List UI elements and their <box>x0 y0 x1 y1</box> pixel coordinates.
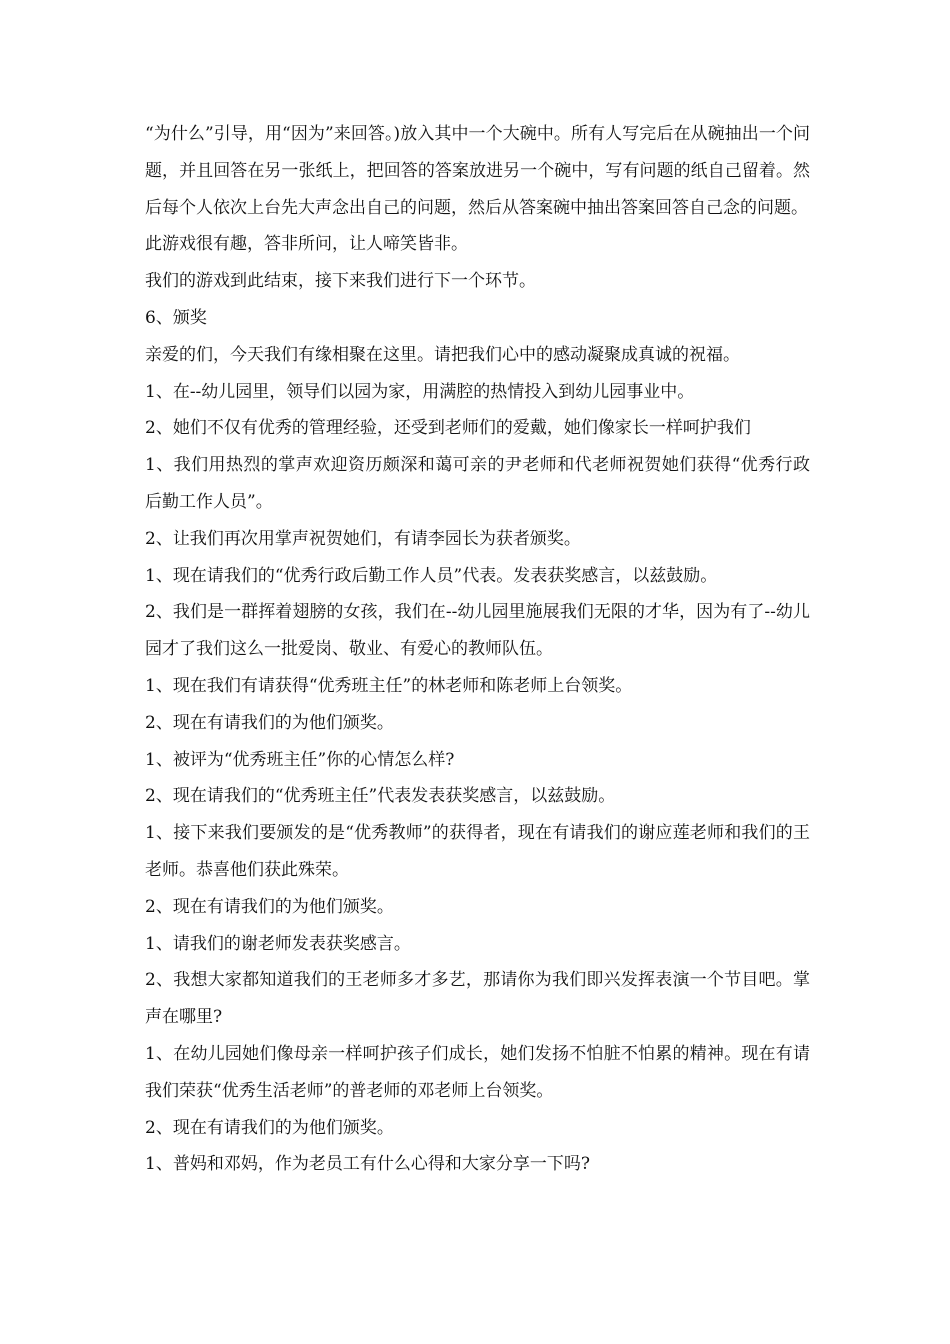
paragraph-14: 1、被评为“优秀班主任”你的心情怎么样? <box>145 749 455 770</box>
paragraph-22: 1、普妈和邓妈，作为老员工有什么心得和大家分享一下吗? <box>145 1154 590 1175</box>
section-heading-awards: 6、颁奖 <box>145 307 207 328</box>
paragraph-3: 我们的游戏到此结束，接下来我们进行下一个环节。 <box>145 271 536 292</box>
paragraph-12: 1、现在我们有请获得“优秀班主任”的林老师和陈老师上台领奖。 <box>145 675 633 696</box>
paragraph-15: 2、现在请我们的“优秀班主任”代表发表获奖感言，以兹鼓励。 <box>145 786 616 807</box>
paragraph-18: 1、请我们的谢老师发表获奖感言。 <box>145 933 411 954</box>
paragraph-13: 2、现在有请我们的为他们颁奖。 <box>145 712 394 733</box>
paragraph-7: 2、她们不仅有优秀的管理经验，还受到老师们的爱戴，她们像家长一样呵护我们 <box>145 418 751 439</box>
paragraph-2: 此游戏很有趣，答非所问，让人啼笑皆非。 <box>145 234 468 255</box>
paragraph-1: “为什么”引导，用“因为”来回答。)放入其中一个大碗中。所有人写完后在从碗抽出一个问题，并且回答在另一张纸上，把回答的答案放进另一个碗中，写有问题的纸自己留着。然后每个人依次上台先大声念出自己的问题，然后从答案碗中抽出答案回答自己念的问题。 <box>145 124 810 218</box>
paragraph-6: 1、在--幼儿园里，领导们以园为家，用满腔的热情投入到幼儿园事业中。 <box>145 381 695 402</box>
paragraph-8: 1、我们用热烈的掌声欢迎资历颇深和蔼可亲的尹老师和代老师祝贺她们获得“优秀行政后勤工作人员”。 <box>145 455 810 512</box>
paragraph-16: 1、接下来我们要颁发的是“优秀教师”的获得者，现在有请我们的谢应莲老师和我们的王老师。恭喜他们获此殊荣。 <box>145 823 810 880</box>
paragraph-20: 1、在幼儿园她们像母亲一样呵护孩子们成长，她们发扬不怕脏不怕累的精神。现在有请我们荣获“优秀生活老师”的普老师的邓老师上台领奖。 <box>145 1043 810 1101</box>
paragraph-9: 2、让我们再次用掌声祝贺她们，有请李园长为获者颁奖。 <box>145 528 581 549</box>
paragraph-21: 2、现在有请我们的为他们颁奖。 <box>145 1117 394 1138</box>
paragraph-11: 2、我们是一群挥着翅膀的女孩，我们在--幼儿园里施展我们无限的才华，因为有了--幼儿园才了我们这么一批爱岗、敬业、有爱心的教师队伍。 <box>145 602 810 660</box>
document-body <box>145 116 810 1183</box>
paragraph-5: 亲爱的们，今天我们有缘相聚在这里。请把我们心中的感动凝聚成真诚的祝福。 <box>145 344 740 365</box>
paragraph-17: 2、现在有请我们的为他们颁奖。 <box>145 896 394 917</box>
paragraph-19: 2、我想大家都知道我们的王老师多才多艺，那请你为我们即兴发挥表演一个节目吧。掌声在哪里? <box>145 970 810 1028</box>
paragraph-10: 1、现在请我们的“优秀行政后勤工作人员”代表。发表获奖感言，以兹鼓励。 <box>145 565 718 586</box>
